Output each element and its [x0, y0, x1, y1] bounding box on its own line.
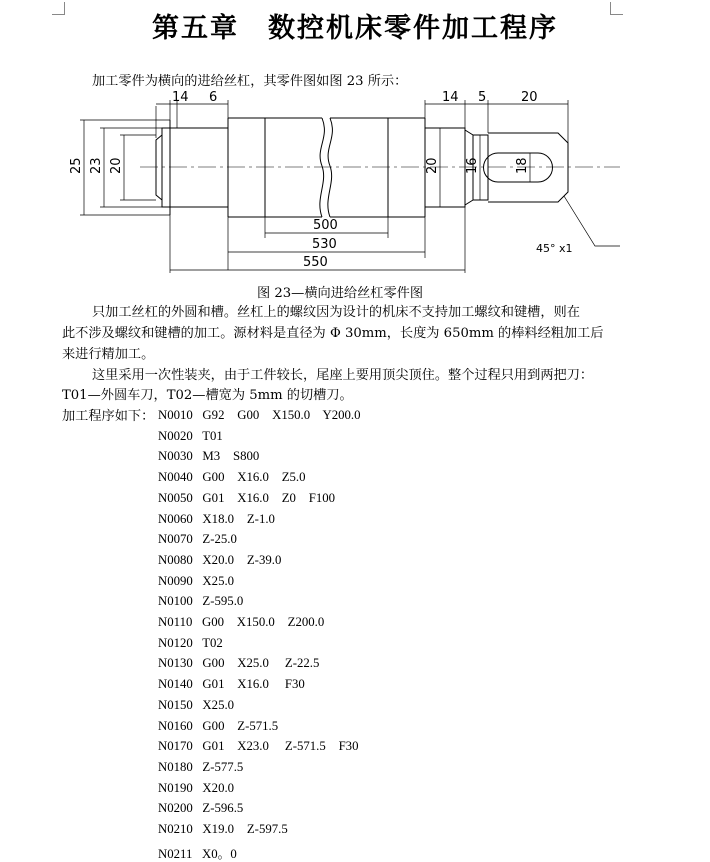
program-label: 加工程序如下：	[62, 409, 155, 424]
program-line: N0110 G00 X150.0 Z200.0	[158, 615, 325, 629]
dim-5: 5	[478, 90, 487, 105]
chamfer-note: 45° x1	[536, 242, 573, 255]
dim-20-right: 20	[425, 157, 440, 174]
program-line: N0150 X25.0	[158, 697, 235, 712]
program-line: N0040 G00 X16.0 Z5.0	[158, 470, 306, 485]
paragraph-line: T01—外圆车刀，T02—槽宽为 5mm 的切槽刀。	[62, 388, 353, 403]
program-line: N0010 G92 G00 X150.0 Y200.0	[158, 408, 361, 422]
program-line: N0070 Z-25.0	[158, 532, 237, 547]
figure-caption: 图 23—横向进给丝杠零件图	[256, 286, 424, 301]
program-line: N0060 X18.0 Z-1.0	[158, 511, 275, 526]
chapter-title: 第五章 数控机床零件加工程序	[152, 13, 558, 44]
thread-limits	[265, 118, 388, 217]
dim-23: 23	[89, 157, 104, 174]
program-line: N0090 X25.0	[158, 573, 235, 588]
part-drawing	[60, 88, 630, 283]
intro-text: 加工零件为横向的进给丝杠，其零件图如图 23 所示：	[92, 74, 408, 89]
program-line: N0211 X0。0	[158, 846, 237, 861]
extension-lines-right	[425, 100, 568, 143]
break-line-right	[328, 118, 333, 217]
chamfer-leader	[564, 196, 620, 246]
dim-25: 25	[69, 157, 84, 174]
program-line: N0130 G00 X25.0 Z-22.5	[158, 656, 320, 671]
program-line: N0200 Z-596.5	[158, 801, 244, 816]
dim-550: 550	[303, 255, 328, 270]
dim-500: 500	[313, 218, 338, 233]
dim-18: 18	[515, 157, 530, 174]
dim-16: 16	[465, 157, 480, 174]
dim-20-top: 20	[521, 90, 538, 105]
paragraph-line: 此不涉及螺纹和键槽的加工。源材料是直径为 Φ 30mm，长度为 650mm 的棒料经粗加工后	[62, 326, 604, 341]
outline-body-right-edges	[330, 118, 425, 217]
outline-left-shaft	[170, 128, 228, 207]
dim-6: 6	[209, 90, 218, 105]
program-line: N0190 X20.0	[158, 780, 235, 795]
outline-body-left-edges	[228, 118, 322, 217]
program-line: N0050 G01 X16.0 Z0 F100	[158, 490, 336, 505]
program-line: N0180 Z-577.5	[158, 759, 244, 774]
program-line: N0160 G00 Z-571.5	[158, 718, 279, 733]
dim-530: 530	[312, 237, 337, 252]
program-line: N0080 X20.0 Z-39.0	[158, 552, 282, 567]
break-line-left	[320, 118, 325, 217]
paragraph-line: 来进行精加工。	[62, 347, 155, 362]
outline-left-end	[162, 128, 170, 207]
program-line: N0120 T02	[158, 635, 223, 650]
dim-14-left: 14	[172, 90, 189, 105]
program-line: N0020 T01	[158, 428, 223, 443]
dim-20-left: 20	[109, 157, 124, 174]
outline-left-chamfer	[156, 135, 162, 200]
program-line: N0170 G01 X23.0 Z-571.5 F30	[158, 739, 359, 754]
extension-lines-left	[156, 100, 228, 138]
paragraph-line: 这里采用一次性装夹，由于工件较长，尾座上要用顶尖顶住。整个过程只用到两把刀：	[92, 368, 594, 383]
program-line: N0140 G01 X16.0 F30	[158, 677, 305, 692]
program-line: N0030 M3 S800	[158, 449, 260, 464]
paragraph-line: 只加工丝杠的外圆和槽。丝杠上的螺纹因为设计的机床不支持加工螺纹和键槽，则在	[92, 305, 580, 320]
dim-14-right: 14	[442, 90, 459, 105]
program-line: N0100 Z-595.0	[158, 594, 244, 609]
extension-d20	[120, 135, 156, 200]
program-line: N0210 X19.0 Z-597.5	[158, 822, 288, 836]
